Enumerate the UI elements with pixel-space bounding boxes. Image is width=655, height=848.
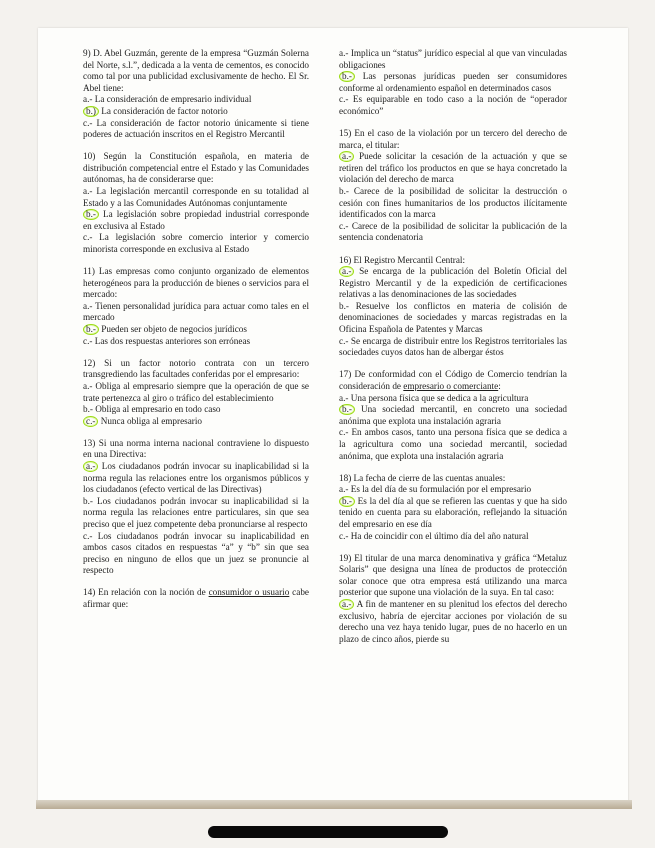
answer-option [339,301,567,336]
question-stem-text: cabe afirmar que: [83,587,309,610]
answer-text: Resuelve los conflictos en materia de colisión de denominaciones de sociedades y marcas registradas en la Oficina Española de Patentes y Marcas [339,300,567,335]
home-indicator-bar[interactable] [208,826,448,838]
question-stem [339,369,567,392]
question-stem: 11) Las empresas como conjunto organizado de elementos heterogéneos para la producción de bienes o servicios para el mercado: [83,266,309,300]
answer-text: Los ciudadanos podrán invocar su inaplicabilidad en ambos casos citados en respuestas “a” y “b” sin que sea preciso en ninguno de ellos que un juez se pronuncie al respecto [83,530,309,576]
answer-text: Obliga al empresario en todo caso [92,404,221,415]
answer-letter: a.- [339,484,349,495]
answer-option [339,599,567,645]
answer-text: La consideración de factor notorio únicamente si tiene poderes de actuación inscritos en el Registro Mercantil [83,117,309,140]
answer-option [339,186,567,221]
answer-text: Los ciudadanos podrán invocar su inaplicabilidad si la norma regula las relaciones entre particulares, sin que sea preciso que el juez competente deba pronunciarse al respecto [83,495,309,529]
answer-letter-circled: c.- [83,416,98,427]
answer-text: Es la del día al que se refieren las cuentas y que ha sido tenido en cuenta para su elaboración, reflejando la situación del empresario en ese día [339,495,567,529]
answer-letter-circled: b.- [339,404,355,415]
answer-letter: c.- [83,117,93,128]
question-stem: 13) Si una norma interna nacional contraviene lo dispuesto en una Directiva: [83,437,309,460]
answer-text: La consideración de factor notorio [98,105,228,116]
question-block [339,128,567,244]
answer-text: La consideración de empresario individual [92,94,252,105]
answer-option [339,94,567,117]
answer-text: Implica un “status” jurídico especial al que van vinculadas obligaciones [339,48,567,70]
question-stem [83,587,309,610]
answer-option [83,94,309,106]
answer-text: Las dos respuestas anteriores son erróneas [92,335,251,346]
answer-text: En ambos casos, tanto una persona física que se dedica a la agricultura como una sociedad mercantil, sociedad anónima, que explota una instalación agraria [339,427,567,461]
question-stem: 16) El Registro Mercantil Central: [339,254,466,265]
answer-letter: b.- [339,186,349,197]
answer-option [339,336,567,359]
answer-letter: a.- [83,94,93,105]
answer-option [339,71,567,94]
paper-stack-edge [36,800,632,809]
answer-option [83,381,309,404]
answer-text: Puede solicitar la cesación de la actuación y que se retiren del tráfico los productos en que se haya concretado la violación del derecho de marca [339,151,567,185]
answer-option [339,48,567,71]
question-block [339,255,567,359]
answer-letter: a.- [339,392,349,403]
left-column [83,48,309,621]
answer-letter: c.- [83,335,93,346]
answer-option [83,404,309,416]
answer-option [83,496,309,531]
question-stem: 18) La fecha de cierre de las cuentas anuales: [339,472,506,483]
answer-option [83,301,309,324]
question-block [83,266,309,347]
answer-text: Es equiparable en todo caso a la noción de “operador económico” [339,94,567,116]
question-stem: 9) D. Abel Guzmán, gerente de la empresa “Guzmán Solerna del Norte, s.l.”, dedicada a la venta de cementos, es conocido como tal por una publicidad exclusivamente de hecho. El Sr. Abel tiene: [83,48,309,93]
answer-letter-circled: a.- [339,599,354,610]
answer-option [83,336,309,348]
question-stem: 10) Según la Constitución española, en materia de distribución competencial entre el Estado y las Comunidades autónomas, ha de considerarse que: [83,151,309,185]
answer-letter: c.- [339,530,349,541]
answer-text: Una persona física que se dedica a la agricultura [348,392,529,403]
answer-text: La legislación sobre propiedad industrial corresponde en exclusiva al Estado [83,209,309,231]
answer-text: Pueden ser objeto de negocios jurídicos [98,324,247,335]
answer-text: Ha de coincidir con el último día del año natural [348,530,529,541]
answer-text: La legislación mercantil corresponde en su totalidad al Estado y a las Comunidades Autónomas conjuntamente [83,186,309,208]
answer-letter: a.- [83,300,93,311]
question-stem: 19) El titular de una marca denominativa y gráfica “Metaluz Solaris” que designa una línea de productos de protección solar conoce que otra empresa está utilizando una marca posterior que supone una violación de la suya. En tal caso: [339,552,567,598]
question-block [83,151,309,255]
answer-option [83,531,309,577]
answer-option [83,416,309,428]
question-block [83,358,309,428]
answer-letter: c.- [339,427,349,438]
answer-letter: c.- [339,220,349,231]
answer-text: Obliga al empresario siempre que la operación de que se trate pertenezca al giro o tráfico del establecimiento [83,380,309,403]
answer-letter-circled: a.- [339,151,354,162]
answer-letter: b.- [83,404,93,415]
question-block [339,473,567,543]
question-block [339,369,567,462]
answer-text: Se encarga de la publicación del Boletín Oficial del Registro Mercantil y de la expedición de certificaciones relativas a las denominaciones de las sociedades [339,266,567,300]
answer-option [83,186,309,209]
answer-letter: c.- [83,530,93,541]
answer-option [83,324,309,336]
question-block [83,587,309,610]
answer-letter: c.- [83,232,93,243]
question-block [339,48,567,118]
answer-text: Tienen personalidad jurídica para actuar como tales en el mercado [83,300,309,323]
question-stem: 15) En el caso de la violación por un tercero del derecho de marca, el titular: [339,128,567,150]
answer-letter: b.- [83,495,93,506]
answer-option [339,266,567,301]
answer-text: Carece de la posibilidad de solicitar la publicación de la sentencia condenatoria [339,220,567,243]
answer-option [83,106,309,118]
answer-letter-circled: b.- [339,496,355,507]
question-stem-text: 17) De conformidad con el Código de Comercio tendrían la consideración de [339,369,567,391]
answer-text: Los ciudadanos podrán invocar su inaplicabilidad si la norma regula las relaciones entre los organismos públicos y los ciudadanos (efecto vertical de las Directivas) [83,461,309,495]
question-stem-underlined: consumidor o usuario [208,587,290,598]
question-block [83,438,309,577]
answer-text: Es la del día de su formulación por el empresario [348,484,532,495]
question-stem-text: : [498,380,501,391]
question-block [339,553,567,646]
answer-letter: a.- [339,48,349,58]
answer-letter-circled: b.- [83,324,99,335]
answer-option [339,531,567,543]
answer-option [339,404,567,427]
answer-option [339,484,567,496]
answer-text: Carece de la posibilidad de solicitar la destrucción o cesión con fines humanitarios de los productos ilícitamente identificados con la marca [339,186,567,220]
answer-letter-circled: a.- [339,266,354,277]
answer-letter-circled: b.- [83,209,99,220]
answer-letter-circled: b.) [83,106,99,117]
answer-letter: a.- [83,186,93,197]
question-stem: 12) Si un factor notorio contrata con un tercero transgrediendo las facultades conferidas por el empresario: [83,357,309,380]
answer-option [339,393,567,405]
question-stem-underlined: empresario o comerciante [403,380,499,391]
answer-text: Nunca obliga al empresario [98,415,203,426]
answer-text: Las personas jurídicas pueden ser consumidores conforme al ordenamiento español en determinados casos [339,71,567,93]
answer-letter: b.- [339,300,349,311]
right-column [339,48,567,656]
answer-option [339,496,567,531]
answer-option [83,209,309,232]
answer-text: Se encarga de distribuir entre los Registros territoriales las sociedades cuyos datos han de albergar éstos [339,335,567,358]
answer-letter: c.- [339,335,349,346]
answer-option [339,151,567,186]
question-block [83,48,309,141]
answer-text: A fin de mantener en su plenitud los efectos del derecho exclusivo, habría de ejercitar acciones por violación de su derecho una vez haya tenido lugar, pues de no hacerlo en un plazo de cinco años, pierde su [339,599,567,644]
answer-option [83,118,309,141]
answer-letter: c.- [339,94,349,105]
answer-letter: a.- [83,380,93,391]
answer-text: Una sociedad mercantil, en concreto una sociedad anónima que explota una instalación agraria [339,404,567,426]
answer-option [83,461,309,496]
answer-letter-circled: a.- [83,461,98,472]
answer-option [83,232,309,255]
question-stem-text: 14) En relación con la noción de [83,587,209,598]
answer-letter-circled: b.- [339,71,355,82]
answer-option [339,221,567,244]
answer-text: La legislación sobre comercio interior y comercio minorista corresponde en exclusiva al Estado [83,232,309,254]
answer-option [339,427,567,462]
